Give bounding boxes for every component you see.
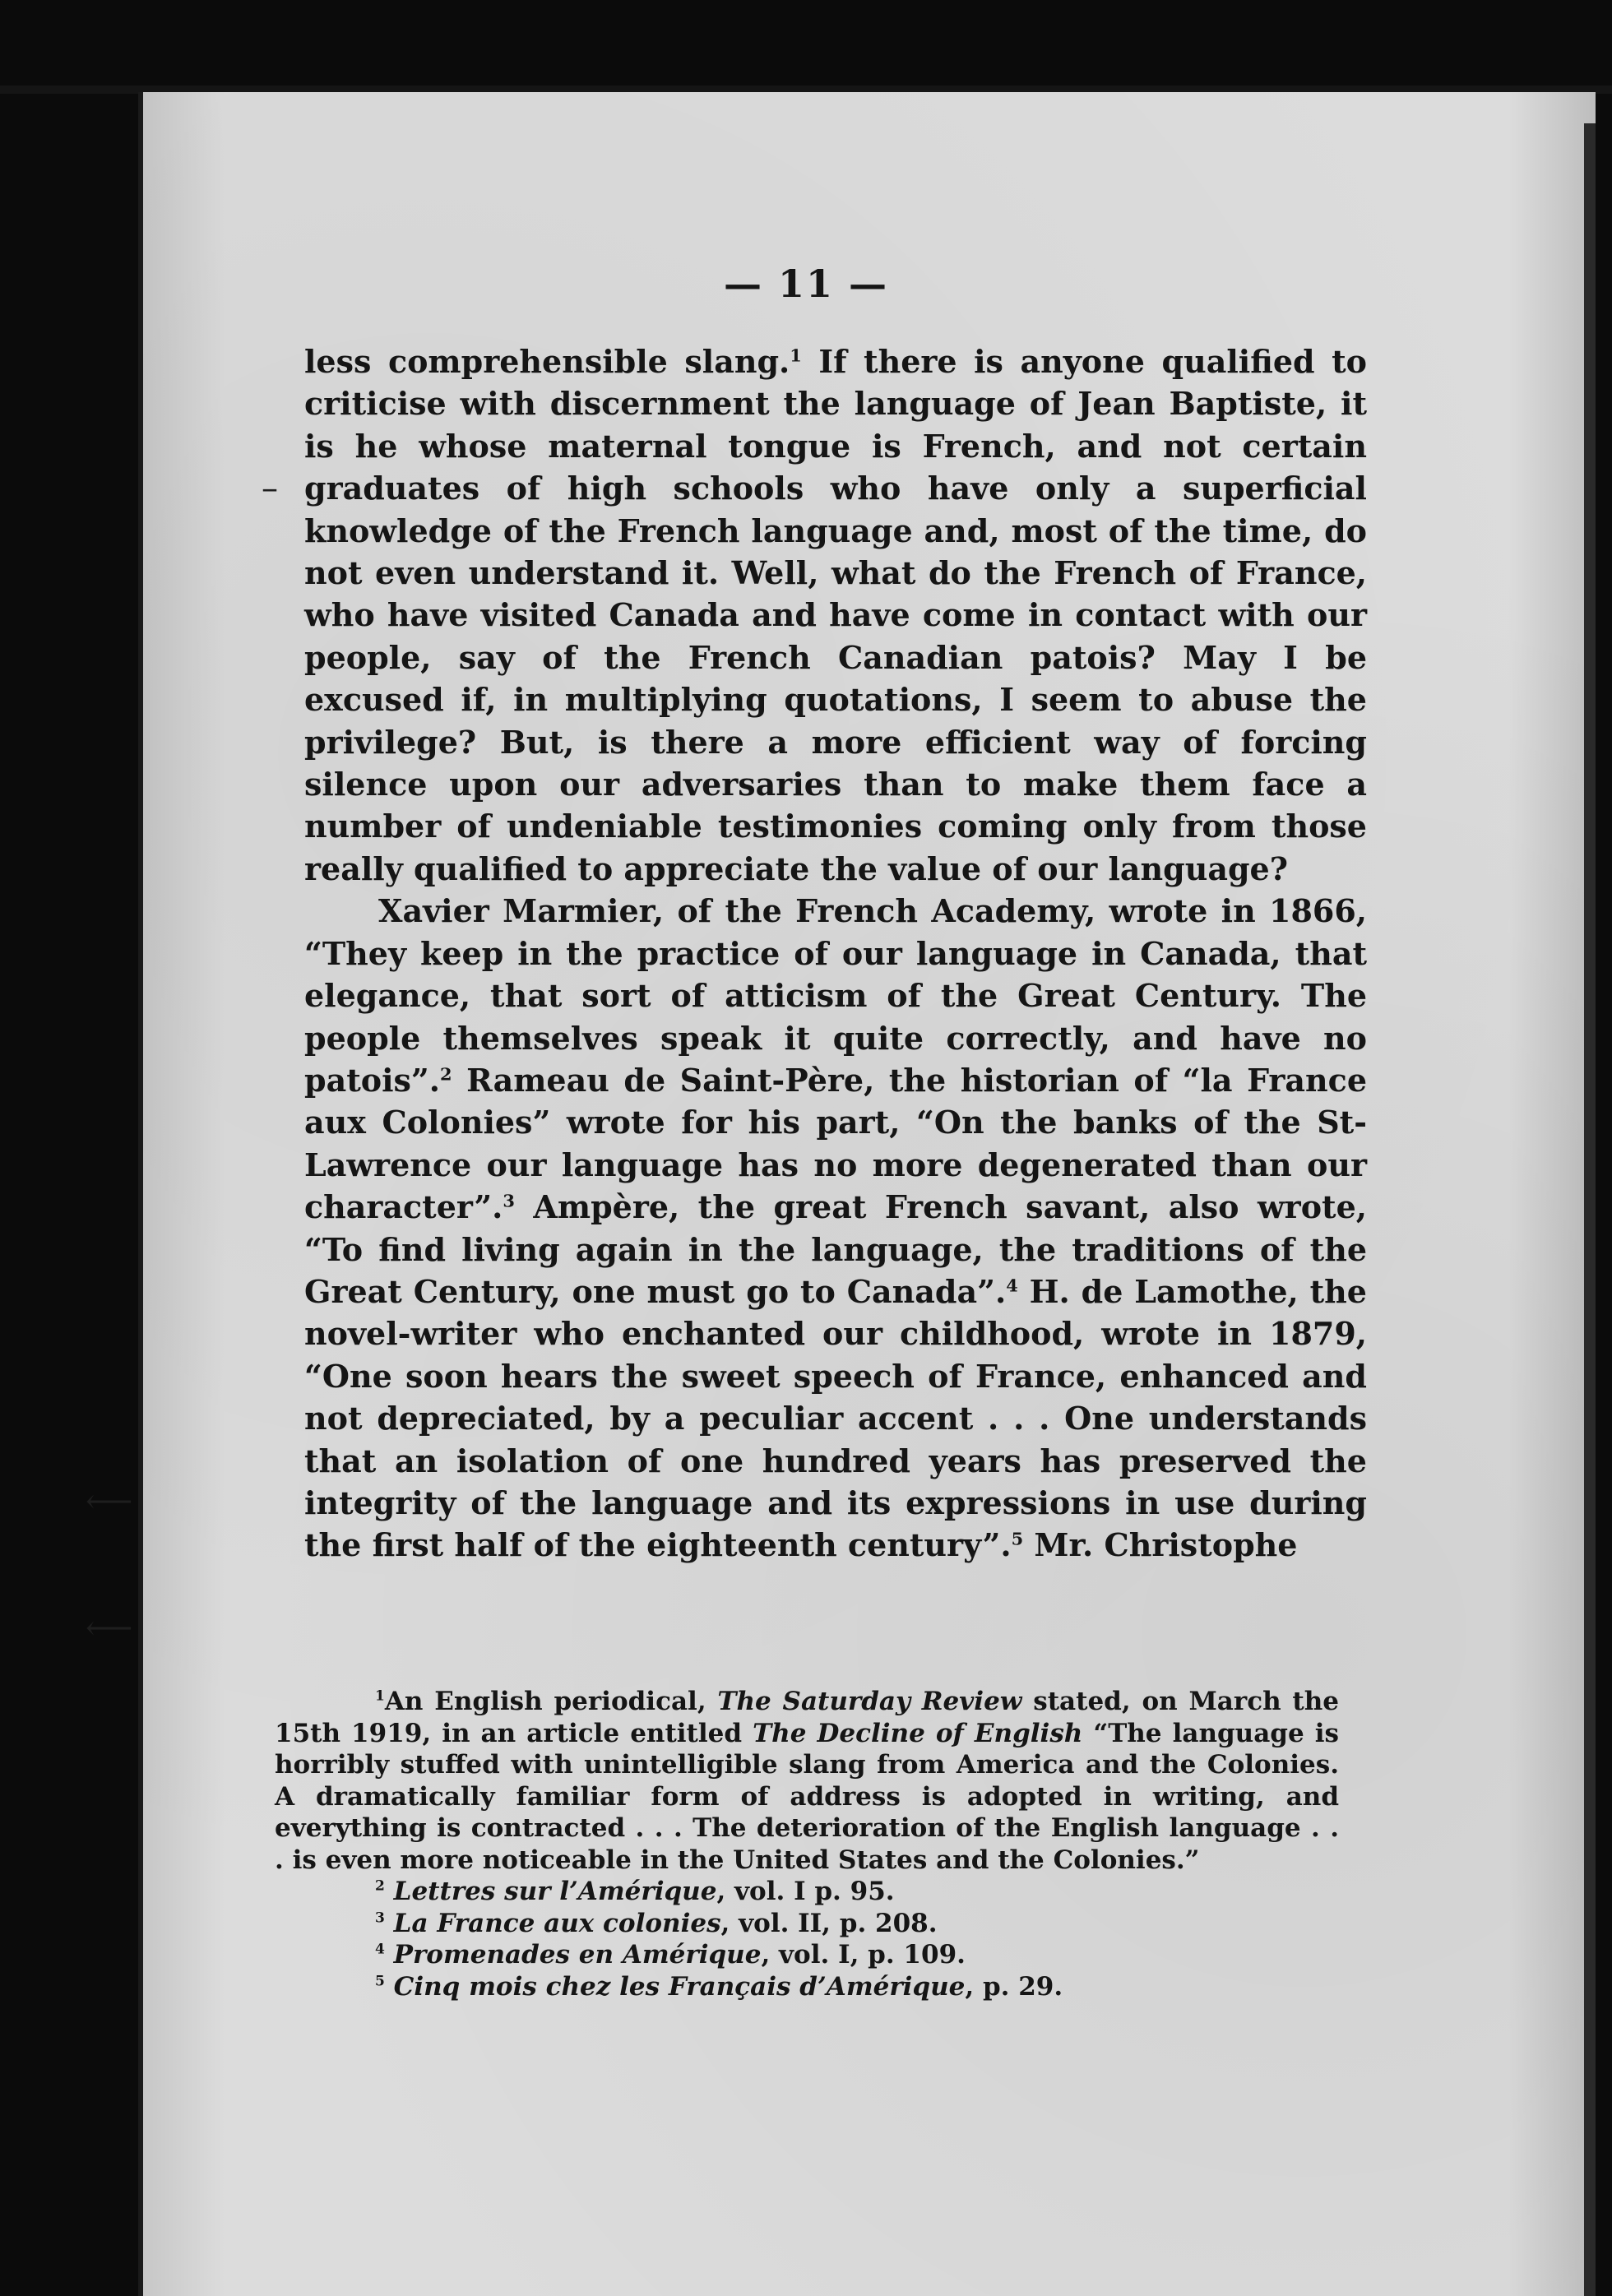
footnote-4-title: Promenades en Amérique [393, 1940, 762, 1970]
footnote-4-rest: , vol. I, p. 109. [761, 1940, 966, 1970]
footnote-2 [275, 1876, 1339, 1908]
footnote-3-mark: 3 [375, 1909, 385, 1927]
paragraph-2-text-b: Rameau de Saint-Père, the historian of “la France aux Colonies” wrote for his part, “On the banks of the St-Lawrence our language has no more degenerated than our character”. [304, 1061, 1367, 1226]
page-number: — 11 — [723, 262, 889, 306]
margin-arrow-mark-2: ⟵ [86, 1609, 133, 1647]
footnote-1-post: “The language is horribly stuffed with unintelligible slang from America and the Colonies. A dramatically familiar form of address is adopted in writing, and everything is contracted . . . The deterioration of the English language . . . is even more noticeable in the United States and the Colonies.” [275, 1718, 1339, 1875]
footnote-3 [275, 1908, 1339, 1940]
footnote-4-mark: 4 [375, 1941, 385, 1958]
footnote-ref-1: 1 [790, 345, 802, 366]
footnote-ref-2: 2 [440, 1063, 452, 1085]
footnote-1-title-1: The Saturday Review [717, 1687, 1022, 1716]
footnote-2-mark: 2 [375, 1877, 385, 1895]
paragraph-2-text-c: Ampère, the great French savant, also wrote, “To find living again in the language, the traditions of the Great Century, one must go to Canada”. [304, 1188, 1367, 1310]
footnote-2-rest: , vol. I p. 95. [716, 1877, 895, 1906]
paragraph-1 [304, 340, 1367, 890]
margin-dash-mark: – [262, 470, 278, 507]
margin-arrow-mark: ⟵ [86, 1483, 133, 1521]
paragraph-2-text-d: H. de Lamothe, the novel-writer who enchanted our childhood, wrote in 1879, “One soon hears the sweet speech of France, enhanced and not depreciated, by a peculiar accent . . . One understands that an isolation of one hundred years has preserved the integrity of the language and its expressions in use during the first half of the eighteenth century”. [304, 1272, 1367, 1564]
footnote-ref-4: 4 [1006, 1275, 1018, 1296]
paragraph-2-text-a: Xavier Marmier, of the French Academy, wrote in 1866, “They keep in the practice of our language in Canada, that elegance, that sort of atticism of the Great Century. The people themselves speak it quite correctly, and have no patois”. [304, 892, 1367, 1099]
main-text [304, 340, 1367, 1567]
footnote-1 [275, 1686, 1339, 1876]
paragraph-2 [304, 890, 1367, 1567]
paragraph-1-text-b: If there is anyone qualified to criticise with discernment the language of Jean Baptiste, it is he whose maternal tongue is French, and not certain graduates of high schools who have only a superficial knowledge of the French language and, most of the time, do not even understand it. Well, what do the French of France, who have visited Canada and have come in contact with our people, say of the French Canadian patois? May I be excused if, in multiplying quotations, I seem to abuse the privilege? But, is there a more efficient way of forcing silence upon our adversaries than to make them face a number of undeniable testimonies coming only from those really qualified to appreciate the value of our language? [304, 343, 1368, 887]
footnote-1-mark: 1 [375, 1687, 385, 1705]
page-binding-line [138, 92, 143, 2296]
footnote-1-pre: An English periodical, [384, 1687, 718, 1716]
footnote-5-title: Cinq mois chez les Français d’Amérique [393, 1971, 966, 2002]
footnote-4 [275, 1939, 1339, 1971]
paragraph-2-text-e: Mr. Christophe [1023, 1526, 1298, 1564]
page-right-edge [1584, 123, 1596, 2296]
footnote-2-title: Lettres sur l’Amérique [393, 1877, 717, 1906]
paragraph-1-text-a: less comprehensible slang. [304, 343, 790, 380]
footnote-1-mid: stated, on March the 15th 1919, in an article entitled [275, 1687, 1340, 1748]
footnote-1-title-2: The Decline of English [753, 1718, 1083, 1748]
footnote-5-mark: 5 [375, 1973, 385, 1990]
footnote-ref-5: 5 [1011, 1528, 1024, 1549]
footnote-5-rest: , p. 29. [965, 1971, 1063, 2002]
footnote-3-rest: , vol. II, p. 208. [720, 1908, 938, 1938]
footnote-5 [275, 1971, 1339, 2003]
footnotes [275, 1686, 1339, 2002]
footnote-3-title: La France aux colonies [393, 1908, 721, 1938]
footnote-ref-3: 3 [503, 1190, 515, 1211]
